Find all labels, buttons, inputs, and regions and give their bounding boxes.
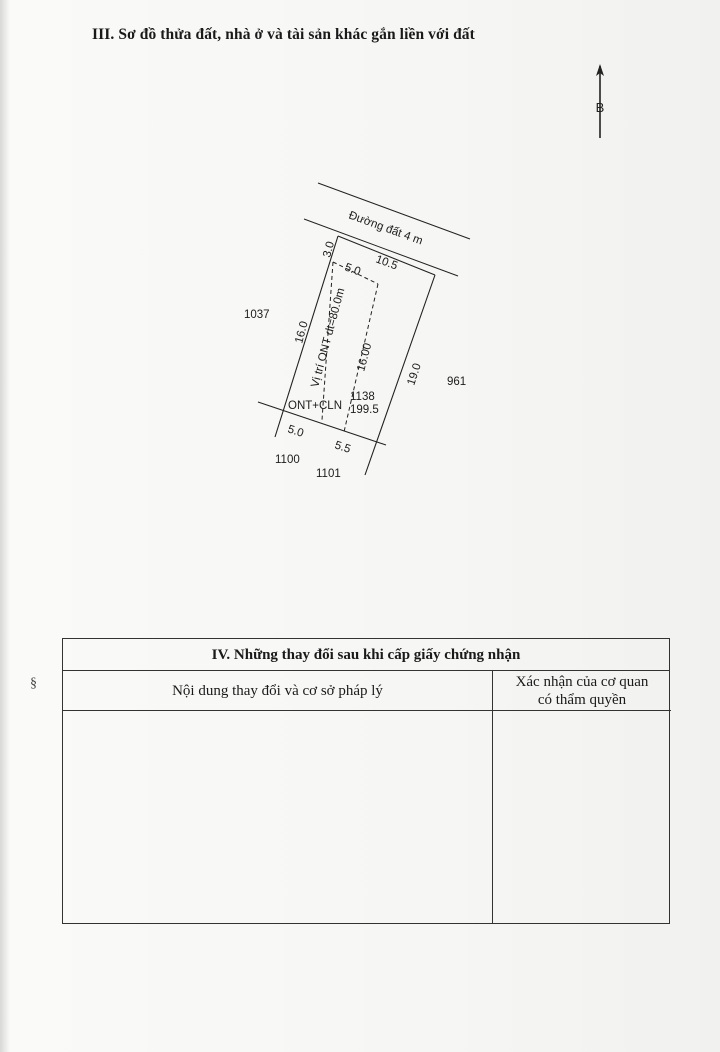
section-4-title: IV. Những thay đổi sau khi cấp giấy chứng nhận (63, 639, 669, 671)
column-header-confirmation (493, 671, 671, 711)
residential-area: Vị trí ONT dt=80.0m (309, 286, 348, 389)
margin-mark: § (30, 676, 37, 691)
parcel-diagram (230, 170, 490, 490)
dim-bottom-left: 5.0 (286, 423, 305, 440)
neighbor-sw: 1100 (275, 454, 300, 466)
dim-inner-top: 5.0 (342, 261, 363, 279)
dim-inner-depth: 16.00 (355, 341, 375, 373)
dim-left: 16.0 (293, 320, 311, 345)
column-header-confirmation-line1: Xác nhận của cơ quan (515, 674, 649, 690)
parcel-area: 199.5 (350, 404, 379, 416)
parcel-number: 1138 (350, 391, 375, 403)
confirmation-cell (493, 711, 669, 923)
north-arrow-label: B (595, 100, 605, 115)
changes-content-cell (63, 711, 493, 923)
neighbor-west: 1037 (244, 309, 270, 321)
dim-setback: 3.0 (321, 240, 338, 259)
land-use: ONT+CLN (288, 400, 342, 412)
column-header-content: Nội dung thay đổi và cơ sở pháp lý (63, 671, 493, 711)
dim-right: 19.0 (405, 361, 424, 387)
road-label: Đường đất 4 m (346, 209, 425, 248)
neighbor-south: 1101 (316, 468, 341, 480)
column-header-confirmation-line2: có thẩm quyền (537, 692, 627, 708)
page-edge-shadow (0, 0, 10, 1052)
dim-top-width: 10.5 (373, 253, 400, 273)
dim-bottom-right: 5.5 (333, 439, 352, 456)
north-arrow-icon (589, 64, 611, 140)
changes-table (62, 638, 670, 924)
neighbor-east: 961 (447, 376, 467, 388)
section-3-title: III. Sơ đồ thửa đất, nhà ở và tài sản khác gắn liền với đất (92, 26, 475, 43)
parcel-right-edge (365, 275, 435, 475)
